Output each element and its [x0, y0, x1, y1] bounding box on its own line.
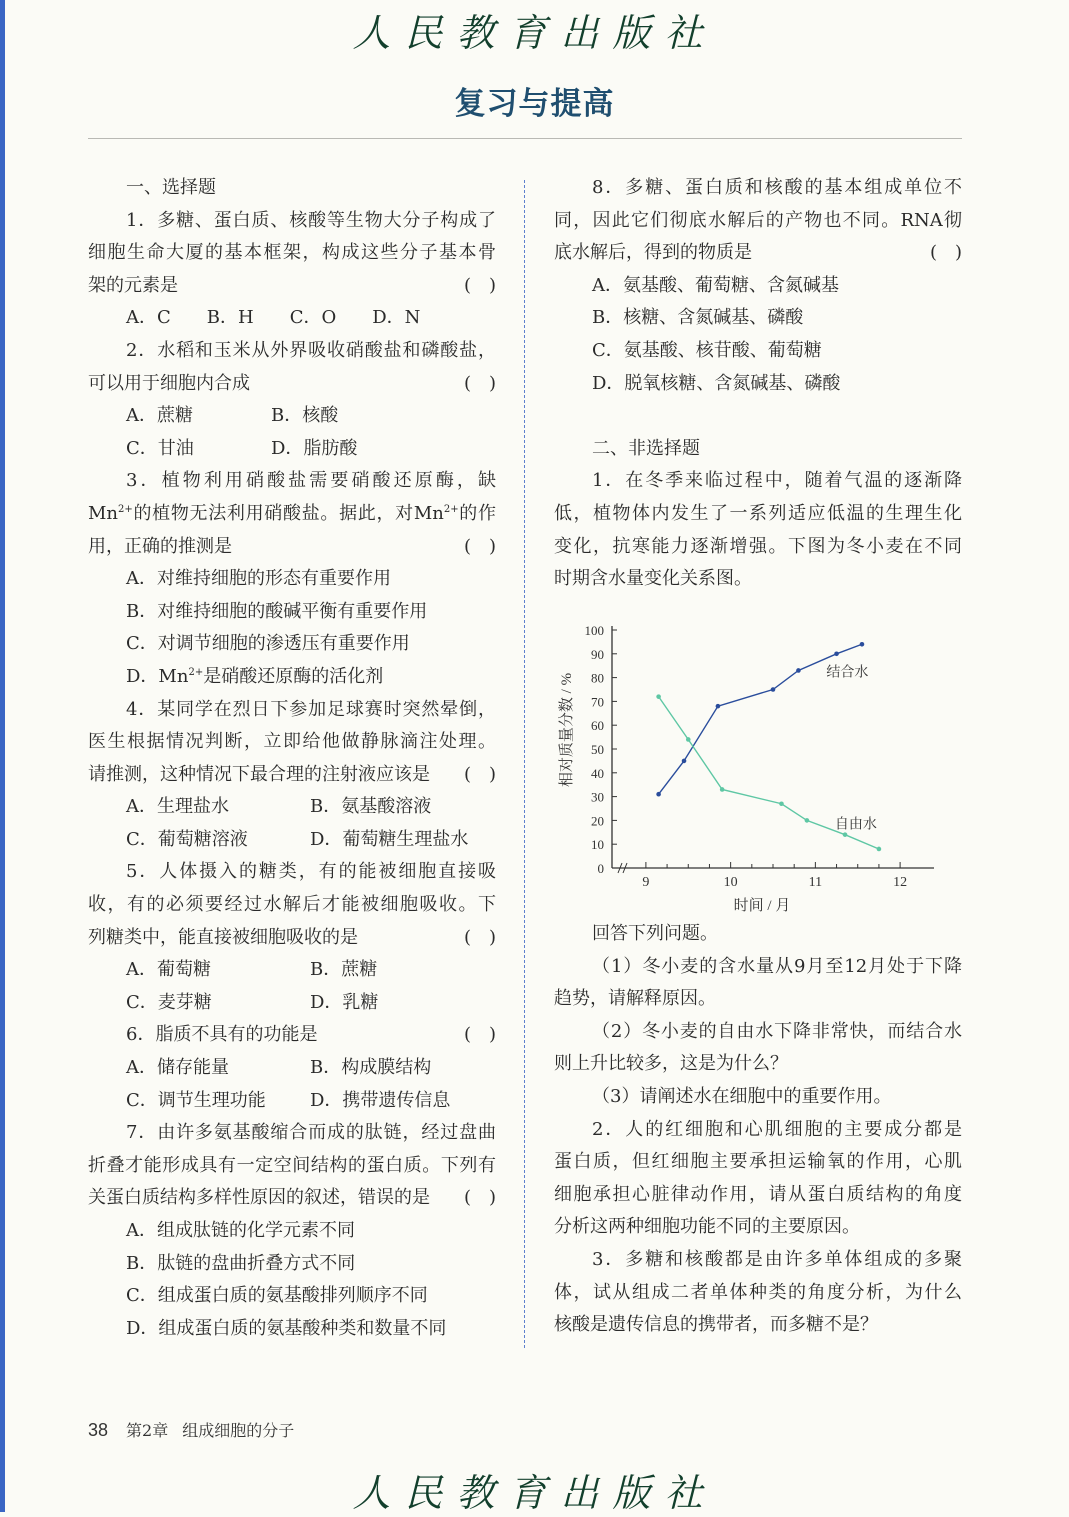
answer-bracket: ( ) [463, 1187, 496, 1209]
data-point [796, 668, 801, 673]
series-label: 结合水 [826, 665, 869, 681]
data-point [779, 801, 784, 806]
option-b: B．肽链的盘曲折叠方式不同 [126, 1252, 356, 1274]
option-c: C．葡萄糖溶液 [126, 828, 248, 850]
data-point [682, 759, 687, 764]
question-7-text: 7．由许多氨基酸缩合而成的肽链，经过盘曲 [126, 1122, 496, 1144]
question-1-options: A．C B．H C．O D．N [126, 307, 421, 329]
option-c: C．氨基酸、核苷酸、葡萄糖 [592, 339, 822, 361]
problem-2-text: 细胞承担心脏律动作用，请从蛋白质结构的角度 [554, 1183, 962, 1205]
x-axis-label: 时间 / 月 [733, 898, 791, 914]
question-2-text: 可以用于细胞内合成 ( ) [88, 368, 496, 401]
problem-1-text: 时期含水量变化关系图。 [554, 568, 752, 590]
y-tick-label: 50 [591, 742, 604, 757]
question-1-text: 1．多糖、蛋白质、核酸等生物大分子构成了 [126, 209, 496, 231]
question-5-text: 列糖类中，能直接被细胞吸收的是 ( ) [88, 922, 496, 955]
answer-bracket: ( ) [463, 763, 496, 785]
y-tick-label: 20 [591, 813, 604, 829]
data-point [877, 847, 882, 852]
question-3-text: $Mn^{2+}$的植物无法利用硝酸盐。据此，对$Mn^{2+}$的作 [88, 502, 496, 524]
publisher-logo-top: 人民教育出版社 [352, 11, 717, 55]
chapter-title: 组成细胞的分子 [182, 1421, 295, 1440]
y-tick-label: 10 [591, 837, 604, 853]
problem-3-text: 核酸是遗传信息的携带者，而多糖不是？ [554, 1314, 878, 1336]
option-d: D．脂肪酸 [271, 437, 358, 459]
answer-bracket: ( ) [463, 535, 496, 557]
series-label: 自由水 [834, 817, 877, 833]
data-point [834, 652, 839, 657]
subquestion-2: （2）冬小麦的自由水下降非常快，而结合水 [592, 1020, 962, 1042]
answer-bracket: ( ) [463, 274, 496, 296]
problem-1-text: 1．在冬季来临过程中，随着气温的逐渐降 [592, 470, 962, 492]
data-point [656, 792, 661, 797]
section-heading: 二、非选择题 [592, 437, 700, 459]
option-row [88, 954, 496, 987]
data-point [771, 687, 776, 692]
subquestion-2: 则上升比较多，这是为什么？ [554, 1053, 788, 1075]
y-tick-label: 80 [591, 670, 604, 686]
publisher-logo-bottom: 人民教育出版社 [352, 1471, 717, 1515]
data-point [805, 818, 810, 823]
chapter-number: 第2章 [126, 1421, 169, 1440]
water-content-chart [554, 618, 962, 923]
option-b: B．氨基酸溶液 [310, 796, 432, 818]
option-a: A．组成肽链的化学元素不同 [126, 1220, 355, 1241]
page-number: 38 [88, 1420, 109, 1440]
data-point [656, 694, 661, 699]
problem-1-text: 变化，抗寒能力逐渐增强。下图为冬小麦在不同 [554, 535, 962, 557]
y-tick-label: 30 [591, 789, 604, 805]
right-column-lower [554, 918, 962, 1342]
answer-bracket: ( ) [929, 242, 962, 264]
x-tick-label: 9 [642, 875, 650, 890]
data-point [720, 787, 725, 792]
option-b: B．核酸 [271, 405, 339, 427]
question-8-text: 8．多糖、蛋白质和核酸的基本组成单位不 [592, 177, 962, 198]
y-tick-label: 60 [591, 718, 604, 734]
answer-bracket: ( ) [463, 1024, 496, 1046]
question-5-text: 5．人体摄入的糖类，有的能被细胞直接吸 [126, 861, 496, 883]
option-b: B．对维持细胞的酸碱平衡有重要作用 [126, 600, 428, 622]
option-b: B．构成膜结构 [310, 1057, 432, 1079]
x-tick-label: 12 [893, 875, 908, 890]
title-rule [88, 138, 962, 139]
problem-2-text: 蛋白质，但红细胞主要承担运输氧的作用，心肌 [554, 1151, 962, 1173]
question-5-text: 收，有的必须要经过水解后才能被细胞吸收。下 [88, 894, 496, 916]
question-8-text: 同，因此它们彻底水解后的产物也不同。RNA彻 [554, 209, 962, 231]
answer-bracket: ( ) [463, 926, 496, 948]
option-d: D．组成蛋白质的氨基酸种类和数量不同 [126, 1317, 447, 1339]
problem-1-text: 低，植物体内发生了一系列适应低温的生理生化 [554, 502, 962, 524]
option-row [88, 433, 496, 466]
option-a: A．储存能量 [126, 1057, 229, 1079]
answer-bracket: ( ) [463, 372, 496, 394]
option-row [88, 987, 496, 1020]
option-d: D．$Mn^{2+}$是硝酸还原酶的活化剂 [126, 665, 384, 687]
y-axis-label: 相对质量分数 / % [559, 672, 575, 788]
question-2-text: 2．水稻和玉米从外界吸收硝酸盐和磷酸盐， [126, 339, 496, 361]
option-a: A．氨基酸、葡萄糖、含氮碱基 [592, 274, 839, 296]
problem-3-text: 3．多糖和核酸都是由许多单体组成的多聚 [592, 1248, 962, 1270]
option-c: C．对调节细胞的渗透压有重要作用 [126, 633, 410, 655]
option-a: A．对维持细胞的形态有重要作用 [126, 568, 391, 590]
option-a: A．蔗糖 [126, 405, 193, 427]
question-4-text: 4．某同学在烈日下参加足球赛时突然晕倒， [126, 698, 496, 720]
question-3-text: 用，正确的推测是 ( ) [88, 531, 496, 564]
y-tick-label: 70 [591, 694, 604, 710]
option-d: D．携带遗传信息 [310, 1089, 451, 1111]
option-row [88, 791, 496, 824]
option-b: B．蔗糖 [310, 959, 378, 981]
data-point [716, 704, 721, 709]
question-4-text: 医生根据情况判断，立即给他做静脉滴注处理。 [88, 731, 496, 753]
option-b: B．核糖、含氮碱基、磷酸 [592, 307, 804, 329]
option-d: D．脱氧核糖、含氮碱基、磷酸 [592, 372, 841, 394]
option-a: A．生理盐水 [126, 796, 229, 818]
answer-prompt: 回答下列问题。 [592, 923, 718, 944]
x-tick-label: 11 [808, 875, 823, 890]
y-tick-label: 40 [591, 765, 604, 781]
right-column [554, 172, 962, 596]
option-row [88, 400, 496, 433]
option-c: C．调节生理功能 [126, 1089, 266, 1111]
question-1-text: 架的元素是 ( ) [88, 270, 496, 303]
question-1-text: 细胞生命大厦的基本框架，构成这些分子基本骨 [88, 242, 496, 264]
y-tick-label: 0 [597, 861, 604, 876]
problem-3-text: 体，试从组成二者单体种类的角度分析，为什么 [554, 1281, 962, 1303]
option-c: C．甘油 [126, 437, 194, 459]
data-point [843, 832, 848, 837]
subquestion-1: （1）冬小麦的含水量从9月至12月处于下降 [592, 955, 962, 977]
data-point [860, 642, 865, 647]
option-c: C．麦芽糖 [126, 991, 212, 1013]
option-a: A．葡萄糖 [126, 959, 211, 981]
option-row [88, 824, 496, 857]
subquestion-3: （3）请阐述水在细胞中的重要作用。 [592, 1085, 892, 1107]
page-edge-bar [0, 0, 5, 1512]
column-divider [524, 180, 525, 1348]
option-d: D．葡萄糖生理盐水 [310, 828, 469, 850]
option-row [88, 1085, 496, 1118]
section-heading: 一、选择题 [126, 177, 216, 198]
y-tick-label: 100 [584, 623, 604, 638]
question-3-text: 3．植物利用硝酸盐需要硝酸还原酶，缺 [126, 470, 496, 492]
question-7-text: 折叠才能形成具有一定空间结构的蛋白质。下列有 [88, 1154, 496, 1176]
question-6-text: 6．脂质不具有的功能是 ( ) [88, 1019, 496, 1052]
data-point [686, 737, 691, 742]
problem-2-text: 分析这两种细胞功能不同的主要原因。 [554, 1216, 860, 1238]
option-row [88, 1052, 496, 1085]
x-tick-label: 10 [723, 875, 738, 890]
option-d: D．乳糖 [310, 991, 379, 1013]
option-c: C．组成蛋白质的氨基酸排列顺序不同 [126, 1285, 428, 1307]
question-7-text: 关蛋白质结构多样性原因的叙述，错误的是 ( ) [88, 1182, 496, 1215]
left-column [88, 172, 496, 1345]
y-tick-label: 90 [591, 646, 604, 662]
question-8-text: 底水解后，得到的物质是 ( ) [554, 237, 962, 270]
question-4-text: 请推测，这种情况下最合理的注射液应该是 ( ) [88, 759, 496, 792]
subquestion-1: 趋势，请解释原因。 [554, 988, 716, 1010]
page-title: 复习与提高 [454, 86, 615, 122]
page-footer [88, 1418, 308, 1441]
problem-2-text: 2．人的红细胞和心肌细胞的主要成分都是 [592, 1118, 962, 1140]
